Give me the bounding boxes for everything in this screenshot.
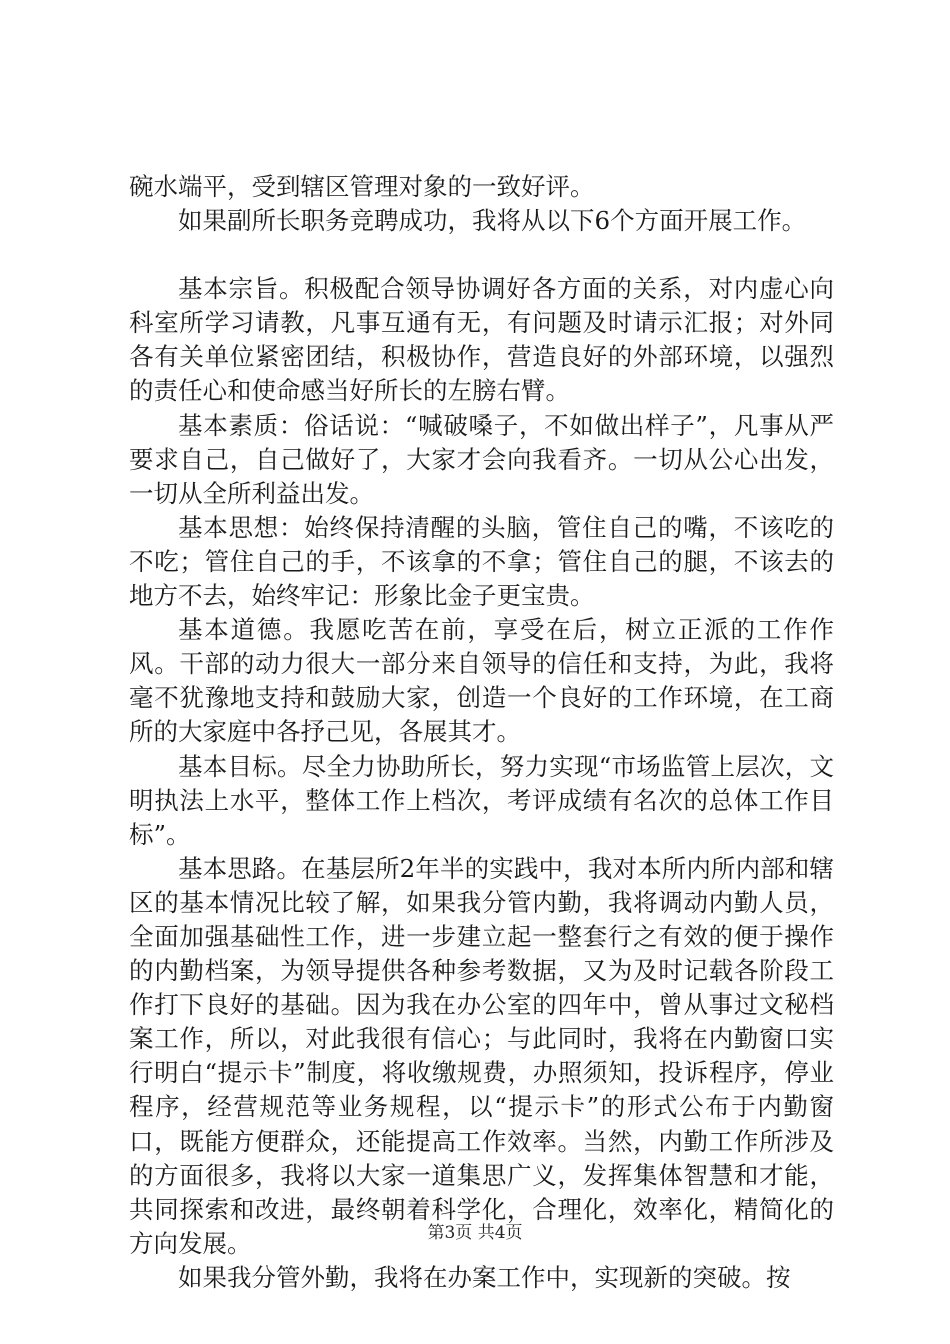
paragraph-intro: 如果副所长职务竞聘成功，我将从以下6个方面开展工作。 [178,206,807,236]
paragraph-basic-morality: 基本道德。我愿吃苦在前，享受在后，树立正派的工作作风。干部的动力很大一部分来自领导的信任和支持，为此，我将毫不犹豫地支持和鼓励大家，创造一个良好的工作环境，在工商所的大家庭中各抒己见，各展其才。 [129,615,834,747]
paragraph-basic-thought: 基本思想：始终保持清醒的头脑，管住自己的嘴，不该吃的不吃；管住自己的手，不该拿的不拿；管住自己的腿，不该去的地方不去，始终牢记：形象比金子更宝贵。 [129,512,834,611]
paragraph-continuation: 碗水端平，受到辖区管理对象的一致好评。 [129,172,595,201]
paragraph-gap [129,238,834,272]
paragraph-basic-goal: 基本目标。尽全力协助所长，努力实现“市场监管上层次，文明执法上水平，整体工作上档次，考评成绩有名次的总体工作目标”。 [129,751,834,849]
body-text [129,170,834,1295]
paragraph-basic-approach: 基本思路。在基层所2年半的实践中，我对本所内所内部和辖区的基本情况比较了解，如果我分管内勤，我将调动内勤人员，全面加强基础性工作，进一步建立起一整套行之有效的便于操作的内勤档案，为领导提供各种参考数据，又为及时记载各阶段工作打下良好的基础。因为我在办公室的四年中，曾从事过文秘档案工作，所以，对此我很有信心；与此同时，我将在内勤窗口实行明白“提示卡”制度，将收缴规费，办照须知，投诉程序，停业程序，经营规范等业务规程，以“提示卡”的形式公布于内勤窗口，既能方便群众，还能提高工作效率。当然，内勤工作所涉及的方面很多，我将以大家一道集思广义，发挥集体智慧和才能，共同探索和改进，最终朝着科学化，合理化，效率化，精简化的方向发展。 [129,853,834,1258]
page-footer: 第3页 共4页 [427,1223,523,1243]
paragraph-field-work: 如果我分管外勤，我将在办案工作中，实现新的突破。按 [178,1262,791,1292]
paragraph-basic-purpose: 基本宗旨。积极配合领导协调好各方面的关系，对内虚心向科室所学习请教，凡事互通有无，有问题及时请示汇报；对外同各有关单位紧密团结，积极协作，营造良好的外部环境，以强烈的责任心和使命感当好所长的左膀右臂。 [129,274,834,406]
paragraph-basic-quality: 基本素质：俗话说：“喊破嗓子，不如做出样子”，凡事从严要求自己，自己做好了，大家才会向我看齐。一切从公心出发，一切从全所利益出发。 [129,410,834,508]
